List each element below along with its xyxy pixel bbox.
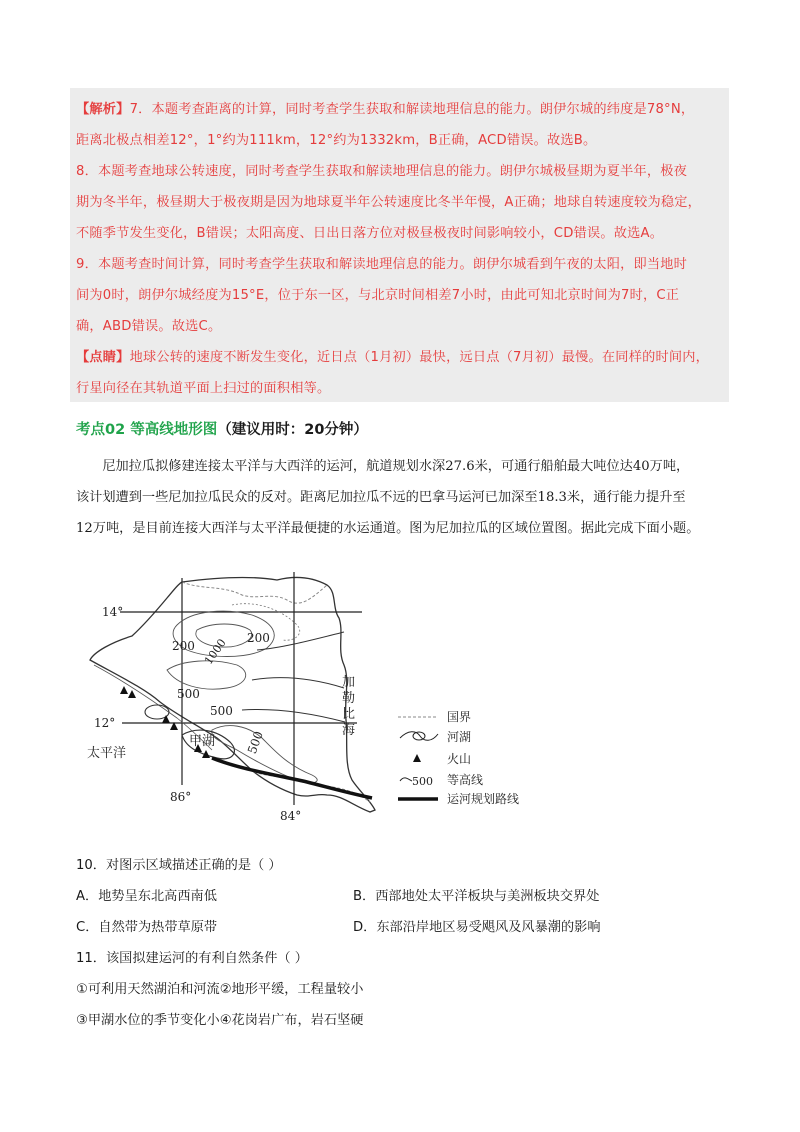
analysis-line-7: 间为0时，朗伊尔城经度为15°E，位于东一区，与北京时间相差7小时，由此可知北京时间为7时，C正 <box>76 288 680 303</box>
questions-block <box>76 850 736 1036</box>
legend-contour-symbol <box>400 778 412 781</box>
legend-border-label: 国界 <box>447 710 472 724</box>
legend-contour-value: 500 <box>412 775 433 788</box>
contour-label: 200 <box>172 639 195 653</box>
analysis-line-5: 不随季节发生变化，B错误；太阳高度、日出日落方位对极昼极夜时间影响较小，CD错误。故选A。 <box>76 226 664 241</box>
longitude-label-86: 86° <box>170 790 192 804</box>
tip-tag: 【点睛】 <box>76 350 130 365</box>
caribbean-label-1: 加 <box>342 675 356 690</box>
q10-option-a: A．地势呈东北高西南低 <box>76 889 217 904</box>
international-border-north <box>182 582 327 603</box>
caribbean-label-4: 海 <box>342 723 356 738</box>
volcano-icon <box>162 715 170 723</box>
answer-analysis-box <box>70 88 729 402</box>
volcano-icon <box>128 690 136 698</box>
legend-lake-symbol <box>413 732 425 740</box>
tip-line-1: 【点睛】地球公转的速度不断发生变化，近日点（1月初）最快，远日点（7月初）最慢。在同样的时间内， <box>76 350 710 365</box>
international-border-south <box>254 772 370 802</box>
q11-stem: 11．该国拟建运河的有利自然条件（ ） <box>76 951 308 966</box>
q11-statement-line-2: ③甲湖水位的季节变化小④花岗岩广布，岩石坚硬 <box>76 1013 364 1028</box>
q10-option-b: B．西部地处太平洋板块与美洲板块交界处 <box>353 889 600 904</box>
analysis-line-3: 8．本题考查地球公转速度，同时考查学生获取和解读地理信息的能力。朗伊尔城极昼期为夏半年，极夜 <box>76 164 688 179</box>
q10-options-row-2 <box>76 912 736 943</box>
section-title <box>76 418 368 439</box>
analysis-line-1: 【解析】7．本题考查距离的计算，同时考查学生获取和解读地理信息的能力。朗伊尔城的纬度是78°N， <box>76 102 695 117</box>
latitude-label-14: 14° <box>102 605 124 619</box>
legend-river-label: 河湖 <box>447 730 472 744</box>
section-time: （建议用时：20分钟） <box>217 422 368 438</box>
analysis-line-8: 确，ABD错误。故选C。 <box>76 319 222 334</box>
volcano-icon <box>120 686 128 694</box>
intro-paragraph <box>76 451 736 544</box>
volcano-icon <box>413 754 421 762</box>
legend-volcano-label: 火山 <box>447 752 472 766</box>
q10-option-d: D．东部沿岸地区易受飓风及风暴潮的影响 <box>353 920 601 935</box>
contour-label: 500 <box>210 704 233 718</box>
analysis-line-6: 9．本题考查时间计算，同时考查学生获取和解读地理信息的能力。朗伊尔城看到午夜的太阳，即当地时 <box>76 257 688 272</box>
legend-river-symbol <box>400 732 438 741</box>
pacific-label: 太平洋 <box>87 746 127 761</box>
q10-stem: 10．对图示区域描述正确的是（ ） <box>76 858 282 873</box>
tip-line-2: 行星向径在其轨道平面上扫过的面积相等。 <box>76 381 331 396</box>
section-title-text: 考点02 等高线地形图 <box>76 422 218 438</box>
river <box>257 632 344 650</box>
nicaragua-location-map <box>82 570 542 830</box>
analysis-line-2: 距离北极点相差12°，1°约为111km，12°约为1332km，B正确，ACD错误。故选B。 <box>76 133 597 148</box>
legend-contour-label: 等高线 <box>447 773 484 787</box>
intro-line-2: 该计划遭到一些尼加拉瓜民众的反对。距离尼加拉瓜不远的巴拿马运河已加深至18.3米，通行能力提升至 <box>76 490 686 505</box>
longitude-label-84: 84° <box>280 809 302 823</box>
caribbean-label-3: 比 <box>342 707 356 722</box>
river <box>252 678 344 688</box>
analysis-tag: 【解析】 <box>76 102 130 117</box>
contour-line <box>167 661 246 689</box>
contour-label: 500 <box>177 687 200 701</box>
contour-label: 1000 <box>201 636 229 667</box>
q11-statement-line-1: ①可利用天然湖泊和河流②地形平缓，工程量较小 <box>76 982 364 997</box>
legend-canal-label: 运河规划路线 <box>447 792 520 806</box>
intro-line-3: 12万吨，是目前连接大西洋与太平洋最便捷的水运通道。图为尼加拉瓜的区域位置图。据此完成下面小题。 <box>76 521 700 536</box>
q10-options-row-1 <box>76 881 736 912</box>
map-figure <box>82 570 542 830</box>
latitude-label-12: 12° <box>94 716 116 730</box>
analysis-line-4: 期为冬半年，极昼期大于极夜期是因为地球夏半年公转速度比冬半年慢，A正确；地球自转速度较为稳定， <box>76 195 702 210</box>
lake-label: 甲湖 <box>189 734 216 749</box>
intro-line-1: 尼加拉瓜拟修建连接太平洋与大西洋的运河，航道规划水深27.6米，可通行船舶最大吨位达40万吨， <box>76 459 690 474</box>
contour-label: 500 <box>244 729 266 756</box>
caribbean-label-2: 勒 <box>342 691 356 706</box>
contour-label: 200 <box>247 631 270 645</box>
map-legend <box>398 710 519 806</box>
q10-option-c: C．自然带为热带草原带 <box>76 920 218 935</box>
